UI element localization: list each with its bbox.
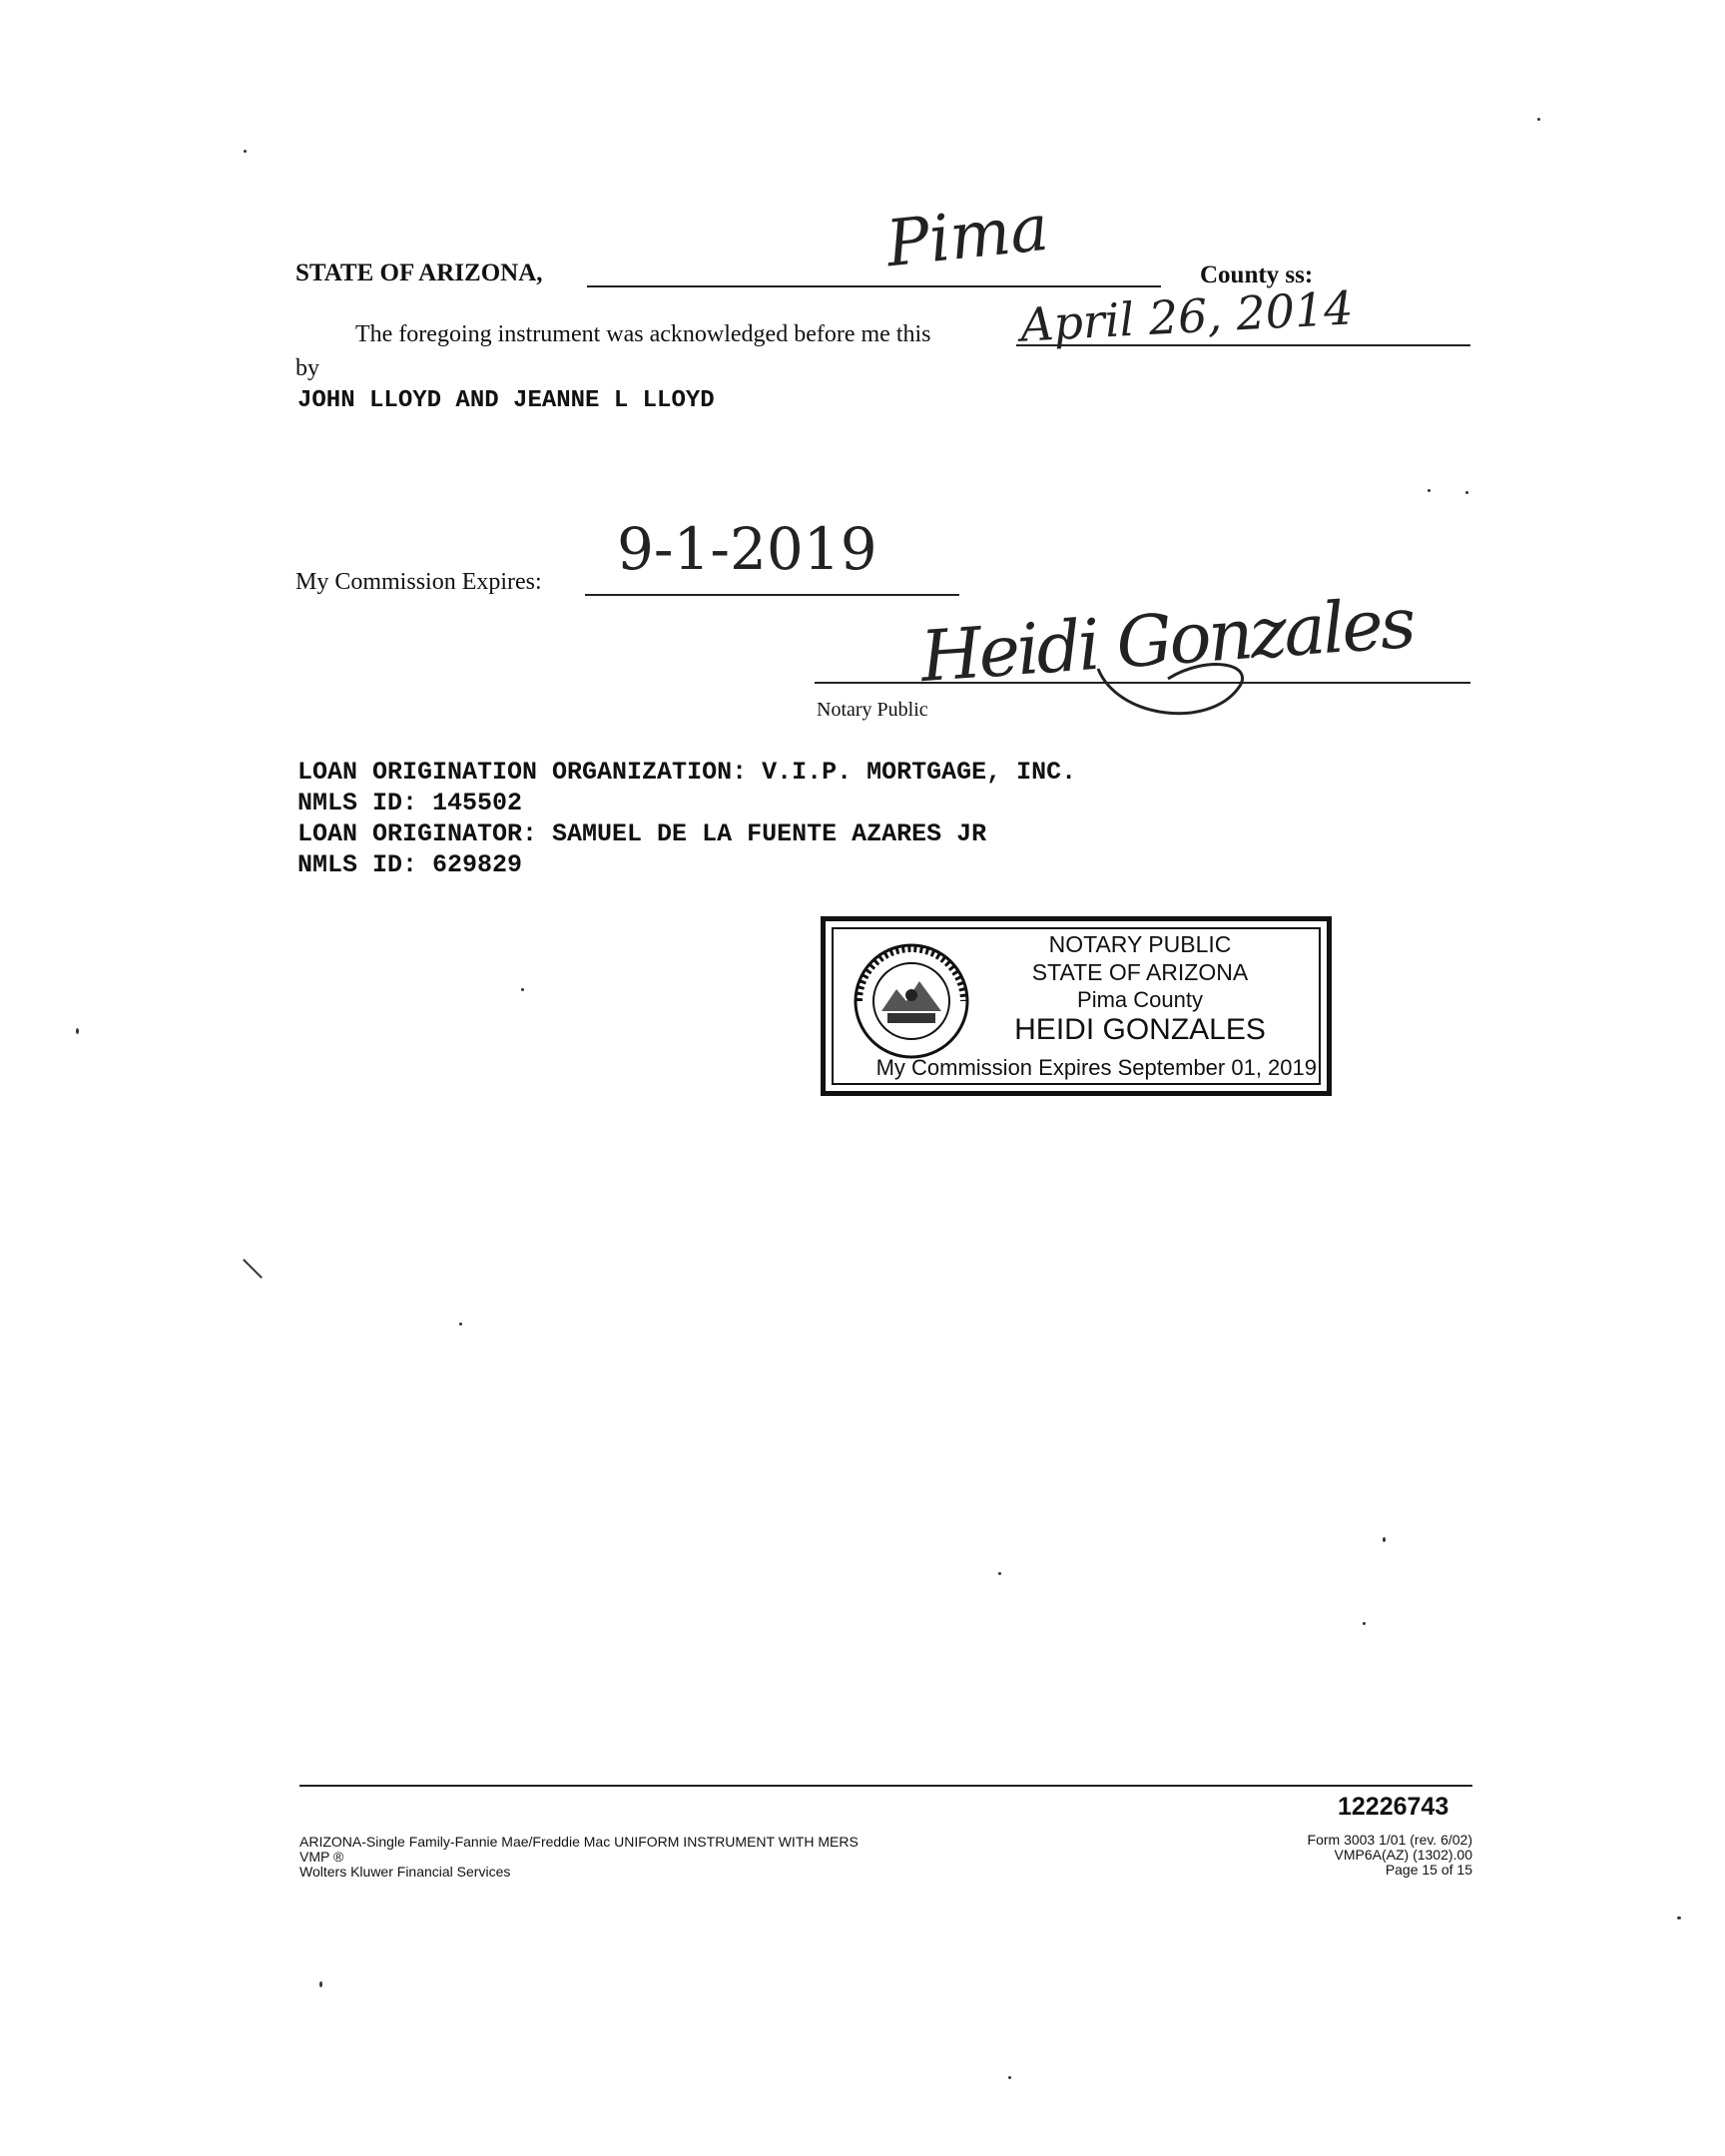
loan-origination-org: LOAN ORIGINATION ORGANIZATION: V.I.P. MORTGAGE, INC. bbox=[297, 758, 1077, 787]
loan-originator: LOAN ORIGINATOR: SAMUEL DE LA FUENTE AZARES JR bbox=[297, 819, 987, 848]
scan-speck bbox=[1677, 1916, 1681, 1919]
stamp-county: Pima County bbox=[1077, 987, 1203, 1012]
date-handwritten: April 26, 2014 bbox=[1018, 280, 1355, 352]
scan-speck bbox=[244, 150, 247, 153]
notary-public-caption: Notary Public bbox=[817, 699, 928, 721]
scan-speck bbox=[319, 1981, 322, 1987]
vmp-mark: VMP ® bbox=[299, 1849, 344, 1865]
footer-rule bbox=[299, 1785, 1472, 1787]
stamp-expiration: My Commission Expires September 01, 2019 bbox=[875, 1055, 1317, 1080]
county-handwritten: Pima bbox=[882, 191, 1052, 282]
stamp-notary-name: HEIDI GONZALES bbox=[1014, 1013, 1266, 1046]
form-number: Form 3003 1/01 (rev. 6/02) bbox=[1307, 1832, 1472, 1848]
commission-line bbox=[585, 594, 959, 596]
scan-speck bbox=[1465, 491, 1468, 494]
state-label: STATE OF ARIZONA, bbox=[295, 260, 543, 286]
originator-nmls-id: NMLS ID: 629829 bbox=[297, 850, 523, 879]
loan-info-block bbox=[297, 757, 1076, 880]
county-line bbox=[587, 285, 1161, 287]
signature-flourish bbox=[1088, 649, 1268, 729]
scan-speck bbox=[998, 1572, 1001, 1575]
scan-speck bbox=[1537, 118, 1540, 121]
footer-right bbox=[1198, 1833, 1472, 1878]
stamp-state: STATE OF ARIZONA bbox=[1031, 959, 1249, 985]
by-label: by bbox=[295, 355, 319, 381]
org-nmls-id: NMLS ID: 145502 bbox=[297, 789, 523, 817]
scan-speck bbox=[1428, 489, 1431, 492]
scan-speck bbox=[521, 988, 524, 991]
scan-speck bbox=[1008, 2076, 1011, 2079]
notary-stamp bbox=[821, 916, 1332, 1096]
notary-signature: Heidi Gonzales bbox=[917, 581, 1417, 699]
document-number: 12226743 bbox=[1338, 1793, 1449, 1821]
foregoing-text: The foregoing instrument was acknowledged before me this bbox=[355, 321, 931, 347]
scan-speck bbox=[459, 1323, 462, 1326]
stamp-title: NOTARY PUBLIC bbox=[1048, 931, 1232, 957]
county-label: County ss: bbox=[1200, 262, 1314, 288]
scan-speck bbox=[1383, 1537, 1386, 1542]
form-title: ARIZONA-Single Family-Fannie Mae/Freddie Mac UNIFORM INSTRUMENT WITH MERS bbox=[299, 1834, 859, 1850]
commission-label: My Commission Expires: bbox=[295, 569, 542, 595]
commission-date-handwritten: 9-1-2019 bbox=[617, 515, 877, 583]
state-seal-icon bbox=[852, 941, 971, 1061]
page-number: Page 15 of 15 bbox=[1385, 1862, 1472, 1878]
footer-left bbox=[299, 1835, 859, 1880]
signer-names: JOHN LLOYD AND JEANNE L LLOYD bbox=[297, 387, 715, 414]
publisher: Wolters Kluwer Financial Services bbox=[299, 1864, 511, 1880]
vmp-code: VMP6A(AZ) (1302).00 bbox=[1334, 1847, 1472, 1863]
scan-mark bbox=[243, 1259, 263, 1279]
scan-speck bbox=[76, 1028, 79, 1034]
scan-speck bbox=[1363, 1622, 1366, 1625]
